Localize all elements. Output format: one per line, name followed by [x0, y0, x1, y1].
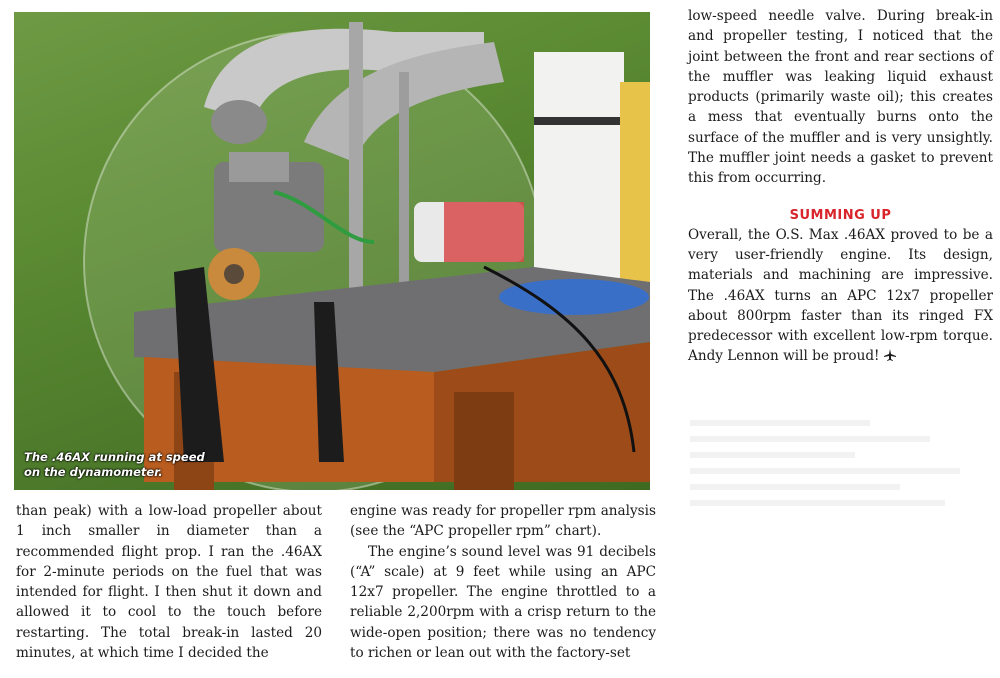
caption-line-2: on the dynamometer.	[24, 465, 163, 479]
paragraph-sound-level: The engine’s sound level was 91 decibels (“A” scale) at 9 feet while using an APC 12x7 propeller. The engine throttled to a reliable 2,200rpm with a crisp return to the wide-open position; there was no tendency to richen or lean out with the factory-set	[350, 543, 656, 662]
paragraph-break-in: than peak) with a low-load propeller about 1 inch smaller in diameter than a recommended flight prop. I ran the .46AX for 2-minute periods on the fuel that was intended for flight. I then shut it down and allowed it to cool to the touch before restarting. The total break-in lasted 20 minutes, at which time I decided the	[16, 503, 322, 662]
paragraph-rpm-analysis: engine was ready for propeller rpm analysis (see the “APC propeller rpm” chart).	[350, 503, 656, 540]
paragraph-needle-valve: low-speed needle valve. During break-in and propeller testing, I noticed that the joint between the front and rear sections of the muffler was leaking liquid exhaust products (primarily waste oil); this creates a mess that eventually burns onto the surface of the muffler and is very unsightly. The muffler joint needs a gasket to prevent this from occurring.	[688, 8, 993, 187]
airplane-icon	[884, 349, 896, 361]
column-bottom-middle	[350, 501, 656, 663]
faded-show-through	[690, 410, 990, 670]
section-heading-summing-up: SUMMING UP	[789, 207, 892, 223]
column-bottom-left	[16, 501, 322, 663]
dynamometer-illustration	[14, 12, 650, 490]
paragraph-summary	[688, 225, 993, 367]
photo-caption	[24, 450, 205, 480]
summary-text: Overall, the O.S. Max .46AX proved to be a very user-friendly engine. Its design, materials and machining are impressive. The .46AX turns an APC 12x7 propeller about 800rpm faster than its ringed FX predecessor with excellent low-rpm torque. Andy Lennon will be proud!	[688, 226, 993, 365]
engine-photo	[14, 12, 650, 490]
caption-line-1: The .46AX running at speed	[24, 450, 205, 464]
column-right	[688, 6, 993, 367]
